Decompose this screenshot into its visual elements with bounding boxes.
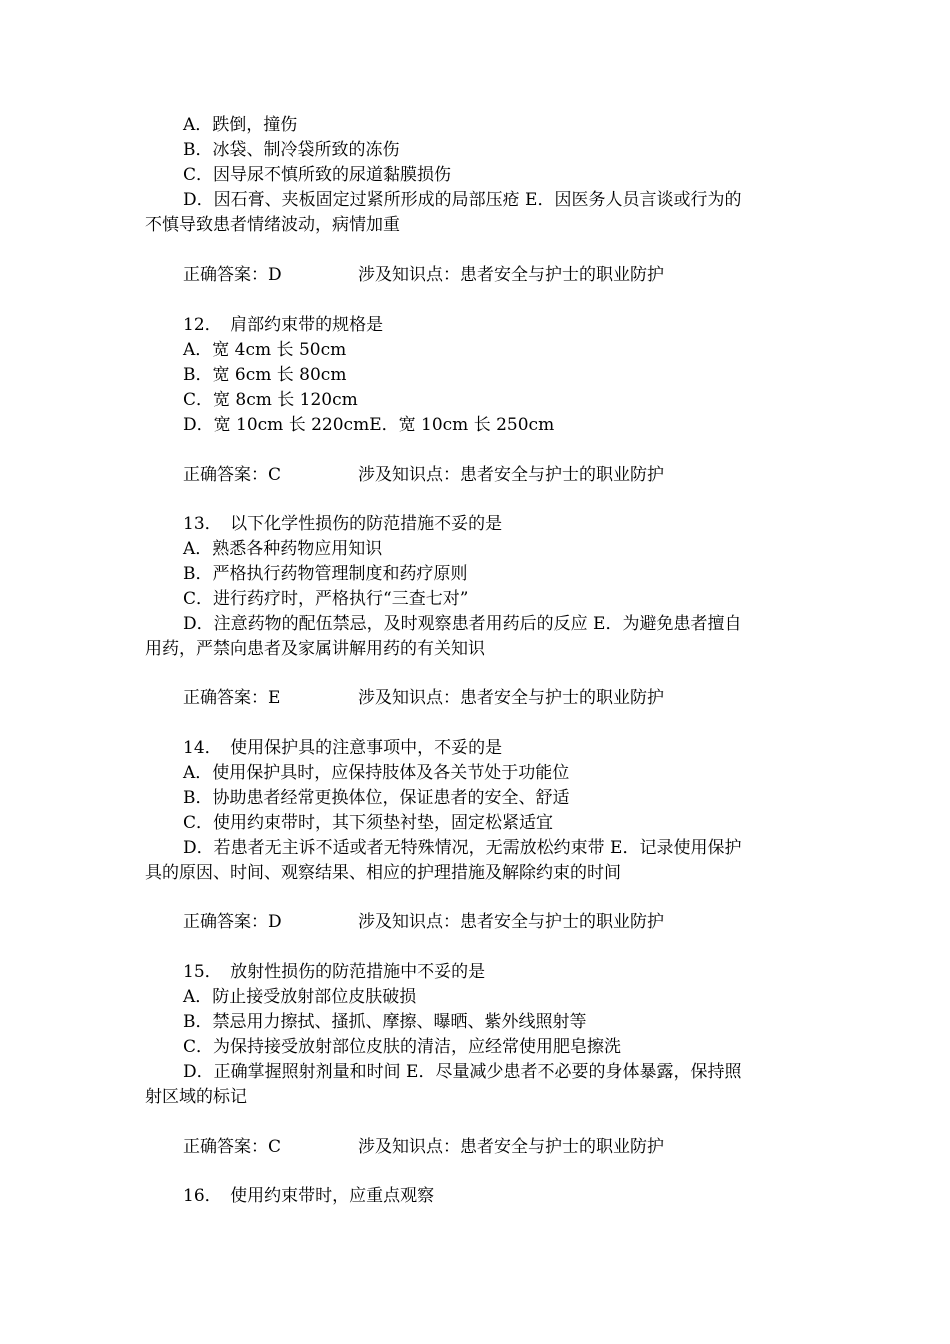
- q14-option-c: C．使用约束带时，其下须垫衬垫，固定松紧适宜: [183, 813, 554, 833]
- q14-option-b: B．协助患者经常更换体位，保证患者的安全、舒适: [183, 788, 570, 808]
- q15-option-c: C．为保持接受放射部位皮肤的清洁，应经常使用肥皂擦洗: [183, 1037, 622, 1057]
- q15-option-e-cont: 射区域的标记: [145, 1087, 247, 1107]
- q11-option-a: A．跌倒，撞伤: [183, 115, 298, 135]
- q12-knowledge-point: 涉及知识点：患者安全与护士的职业防护: [358, 465, 664, 485]
- q12-option-a: A．宽 4cm 长 50cm: [183, 340, 347, 360]
- q15-stem: 15． 放射性损伤的防范措施中不妥的是: [183, 962, 486, 982]
- q12-option-c: C．宽 8cm 长 120cm: [183, 390, 358, 410]
- q11-option-c: C．因导尿不慎所致的尿道黏膜损伤: [183, 165, 452, 185]
- q11-option-d-e: D．因石膏、夹板固定过紧所形成的局部压疮 E．因医务人员言谈或行为的: [183, 190, 742, 210]
- q14-option-d-e: D．若患者无主诉不适或者无特殊情况，无需放松约束带 E．记录使用保护: [183, 838, 742, 858]
- q12-option-b: B．宽 6cm 长 80cm: [183, 365, 347, 385]
- q13-option-c: C．进行药疗时，严格执行“三查七对”: [183, 589, 469, 609]
- q13-option-e-cont: 用药，严禁向患者及家属讲解用药的有关知识: [145, 639, 485, 659]
- q14-knowledge-point: 涉及知识点：患者安全与护士的职业防护: [358, 912, 664, 932]
- q15-option-a: A．防止接受放射部位皮肤破损: [183, 987, 417, 1007]
- q11-option-e-cont: 不慎导致患者情绪波动，病情加重: [145, 215, 400, 235]
- q15-knowledge-point: 涉及知识点：患者安全与护士的职业防护: [358, 1137, 664, 1157]
- q15-option-b: B．禁忌用力擦拭、搔抓、摩擦、曝晒、紫外线照射等: [183, 1012, 587, 1032]
- q14-option-e-cont: 具的原因、时间、观察结果、相应的护理措施及解除约束的时间: [145, 863, 621, 883]
- q13-stem: 13． 以下化学性损伤的防范措施不妥的是: [183, 514, 503, 534]
- q12-option-d-e: D．宽 10cm 长 220cmE．宽 10cm 长 250cm: [183, 415, 555, 435]
- q13-answer: 正确答案：E: [183, 688, 281, 708]
- q13-knowledge-point: 涉及知识点：患者安全与护士的职业防护: [358, 688, 664, 708]
- q11-option-b: B．冰袋、制冷袋所致的冻伤: [183, 140, 400, 160]
- q14-stem: 14． 使用保护具的注意事项中，不妥的是: [183, 738, 503, 758]
- q13-option-d-e: D．注意药物的配伍禁忌，及时观察患者用药后的反应 E．为避免患者擅自: [183, 614, 742, 634]
- q13-option-a: A．熟悉各种药物应用知识: [183, 539, 383, 559]
- q16-stem: 16． 使用约束带时，应重点观察: [183, 1186, 435, 1206]
- q11-knowledge-point: 涉及知识点：患者安全与护士的职业防护: [358, 265, 664, 285]
- q12-answer: 正确答案：C: [183, 465, 282, 485]
- q15-answer: 正确答案：C: [183, 1137, 282, 1157]
- q14-option-a: A．使用保护具时，应保持肢体及各关节处于功能位: [183, 763, 570, 783]
- q12-stem: 12． 肩部约束带的规格是: [183, 315, 384, 335]
- q13-option-b: B．严格执行药物管理制度和药疗原则: [183, 564, 468, 584]
- q15-option-d-e: D．正确掌握照射剂量和时间 E．尽量减少患者不必要的身体暴露，保持照: [183, 1062, 742, 1082]
- q14-answer: 正确答案：D: [183, 912, 282, 932]
- q11-answer: 正确答案：D: [183, 265, 282, 285]
